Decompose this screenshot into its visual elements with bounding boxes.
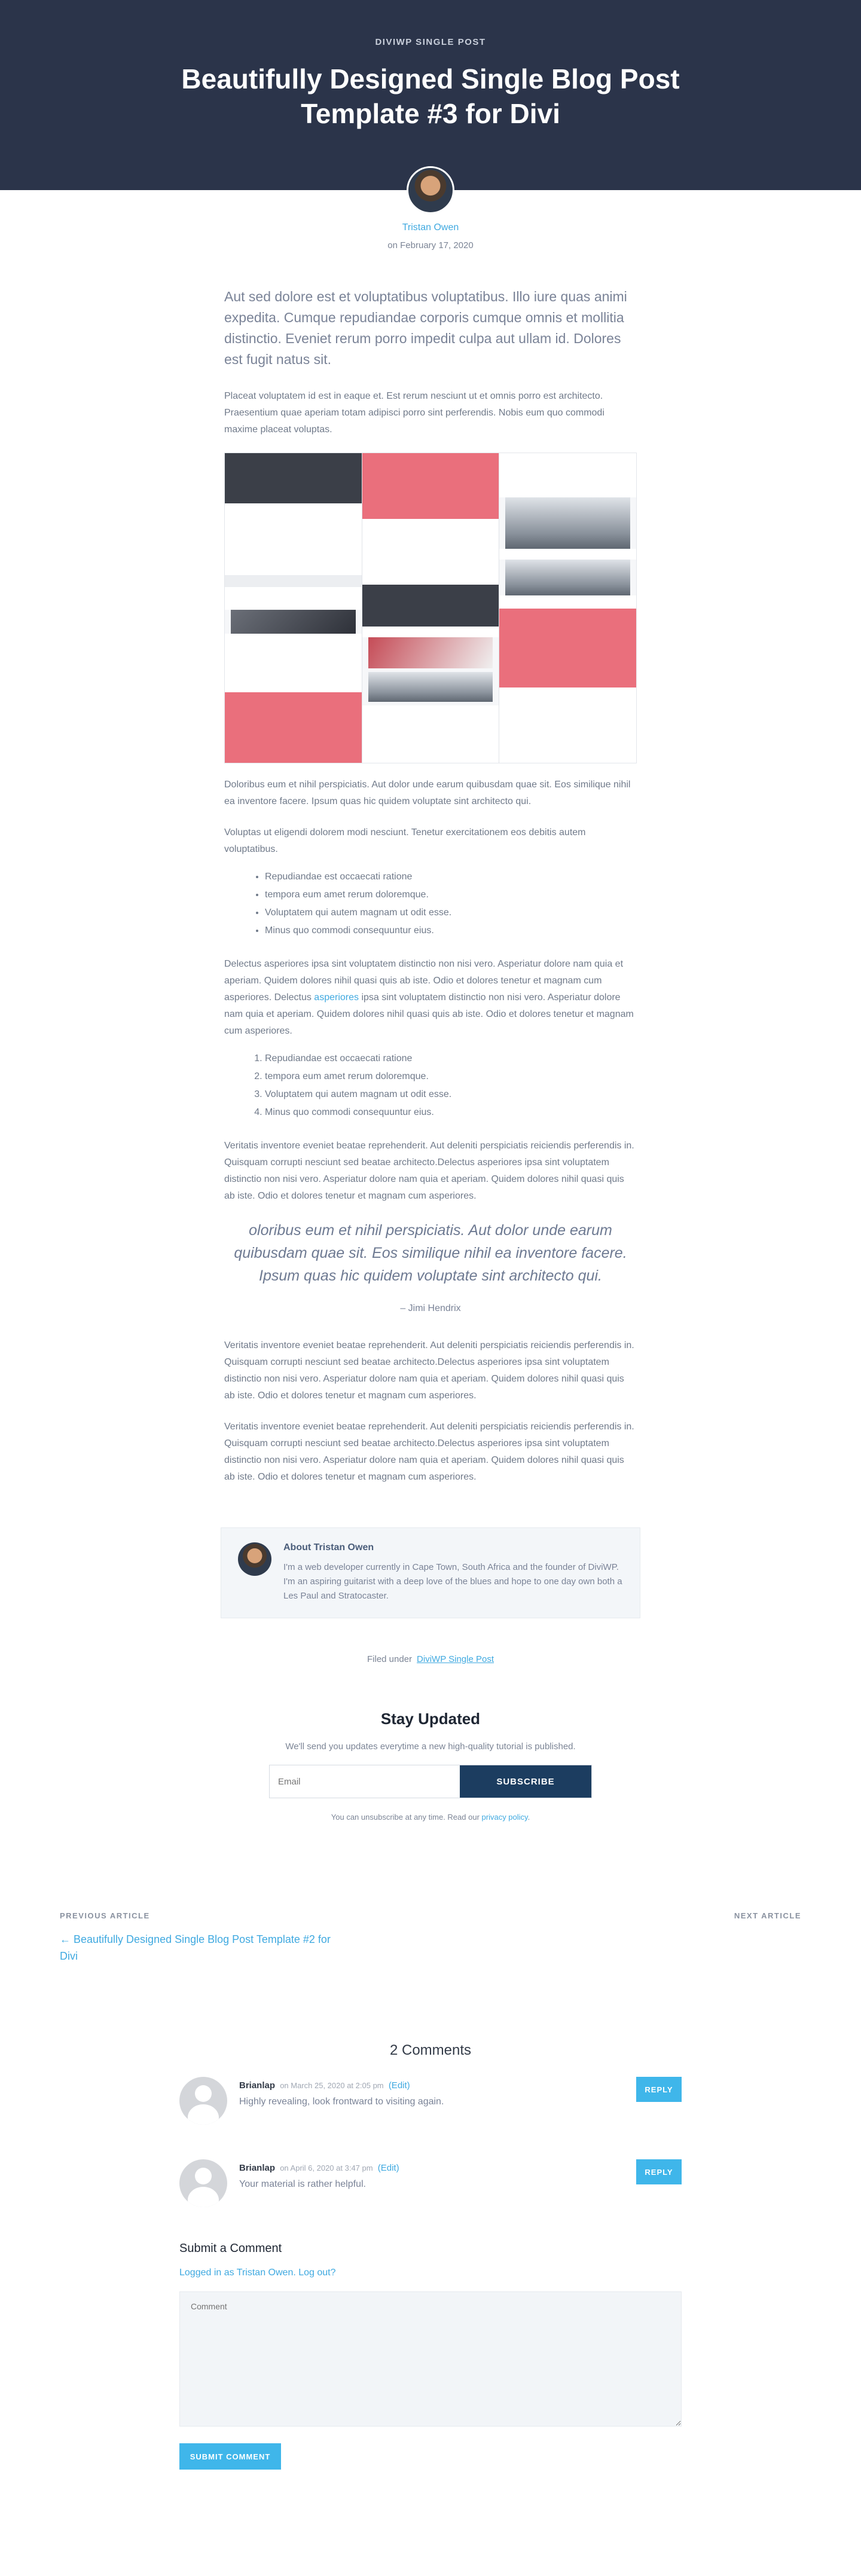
article-paragraph: Veritatis inventore eveniet beatae reprehenderit. Aut deleniti perspiciatis reiciendis perferendis in. Quisquam corrupti nesciunt sed beatae architecto.Delectus asperiores ipsa sint voluptatem distinctio non nisi vero. Asperiatur dolore nam quia et aperiam. Quidem dolores nihil quasi quis ab iste. Odio et dolores tenetur et magnam cum asperiores.	[224, 1340, 634, 1401]
preview-block	[225, 503, 362, 575]
comment-date: on March 25, 2020 at 2:05 pm	[280, 2081, 384, 2090]
comment-meta	[239, 2080, 682, 2091]
author-bio-box	[221, 1527, 640, 1618]
subscribe-button[interactable]: SUBSCRIBE	[460, 1765, 591, 1798]
comment-form	[179, 2242, 682, 2470]
author-bio-avatar	[238, 1542, 271, 1576]
newsletter-section	[0, 1710, 861, 1822]
preview-column-1	[225, 453, 362, 763]
comment-form-title: Submit a Comment	[179, 2242, 282, 2255]
article-lead: Aut sed dolore est et voluptatibus voluptatibus. Illo iure quas animi expedita. Cumque repudiandae corporis cumque omnis et mollitia distinctio. Eveniet rerum porro impedit culpa aut ullam id. Dolores est fugit natus sit.	[224, 289, 627, 367]
next-article	[734, 1911, 801, 1964]
list-item: • tempora eum amet rerum doloremque.	[265, 887, 637, 903]
paragraph-text: ipsa sint voluptatem distinctio non nisi vero. Asperiatur dolore nam quia et aperiam. Quidem dolores nihil quasi quis ab iste. Odio et dolores tenetur et magnam cum asperiores.	[224, 992, 634, 1036]
inline-link[interactable]: asperiores	[314, 992, 359, 1003]
preview-column-2	[362, 453, 500, 763]
reply-button[interactable]: REPLY	[636, 2159, 682, 2184]
preview-block	[499, 549, 636, 560]
article-paragraph: Doloribus eum et nihil perspiciatis. Aut dolor unde earum quibusdam quae sit. Eos similique nihil ea inventore facere. Ipsum quas hic quidem voluptate sint architecto qui.	[224, 780, 631, 806]
preview-block	[225, 634, 362, 692]
unsubscribe-note	[0, 1813, 861, 1822]
list-item: 1. Repudiandae est occaecati ratione	[265, 1050, 637, 1067]
article-paragraph	[224, 956, 637, 1040]
privacy-policy-link[interactable]: privacy policy	[481, 1813, 528, 1822]
post-title: Beautifully Designed Single Blog Post Template #3 for Divi	[181, 63, 680, 129]
list-item: 2. tempora eum amet rerum doloremque.	[265, 1068, 637, 1085]
list-item: • Minus quo commodi consequuntur eius.	[265, 922, 637, 939]
comment-item	[179, 2159, 682, 2207]
author-bio-name: About Tristan Owen	[283, 1542, 374, 1553]
email-input[interactable]	[270, 1765, 460, 1798]
preview-block	[362, 705, 499, 763]
previous-article	[60, 1911, 347, 1964]
comment-item	[179, 2077, 682, 2125]
article-body	[224, 286, 637, 1486]
comment-author: Brianlap	[239, 2163, 276, 2173]
comment-text: Highly revealing, look frontward to visiting again.	[239, 2097, 444, 2107]
list-item: 3. Voluptatem qui autem magnam ut odit esse.	[265, 1086, 637, 1103]
preview-block	[505, 560, 630, 595]
comments-section	[179, 2042, 682, 2470]
preview-column-3	[499, 453, 636, 763]
comments-count: 2 Comments	[389, 2042, 472, 2058]
preview-block	[225, 453, 362, 503]
preview-block	[362, 453, 499, 519]
preview-block	[368, 637, 493, 668]
previous-article-label: PREVIOUS ARTICLE	[60, 1911, 150, 1920]
commenter-avatar-icon	[179, 2077, 227, 2125]
list-item: • Repudiandae est occaecati ratione	[265, 869, 637, 885]
note-text: You can unsubscribe at any time. Read our	[331, 1813, 482, 1822]
filed-under-label: Filed under	[367, 1654, 413, 1664]
author-name-link[interactable]: Tristan Owen	[402, 222, 459, 233]
newsletter-title: Stay Updated	[380, 1710, 481, 1728]
list-item: • Voluptatem qui autem magnam ut odit esse.	[265, 904, 637, 921]
note-text: .	[527, 1813, 530, 1822]
hero-header	[0, 0, 861, 190]
preview-block	[225, 692, 362, 763]
page-bottom-spacer	[0, 2470, 861, 2553]
preview-block	[362, 627, 499, 637]
post-category-eyebrow: DIVIWP SINGLE POST	[375, 37, 486, 47]
author-avatar	[407, 166, 454, 214]
preview-block	[231, 610, 356, 634]
reply-button[interactable]: REPLY	[636, 2077, 682, 2102]
filed-under	[0, 1654, 861, 1664]
post-navigation	[60, 1911, 801, 1964]
comment-textarea[interactable]	[179, 2291, 682, 2427]
quote-citation: – Jimi Hendrix	[400, 1303, 461, 1313]
comment-text: Your material is rather helpful.	[239, 2179, 366, 2189]
preview-block	[225, 575, 362, 587]
category-link[interactable]: DiviWP Single Post	[417, 1654, 494, 1664]
post-date: on February 17, 2020	[387, 240, 474, 250]
preview-block	[362, 585, 499, 627]
comment-edit-link[interactable]: (Edit)	[388, 2080, 410, 2091]
newsletter-form	[269, 1765, 592, 1798]
preview-block	[499, 687, 636, 763]
commenter-avatar-icon	[179, 2159, 227, 2207]
comment-meta	[239, 2163, 682, 2173]
article-paragraph: Voluptas ut eligendi dolorem modi nesciunt. Tenetur exercitationem eos debitis autem voluptatibus.	[224, 827, 586, 854]
pull-quote	[224, 1219, 637, 1317]
article-paragraph: Veritatis inventore eveniet beatae reprehenderit. Aut deleniti perspiciatis reiciendis perferendis in. Quisquam corrupti nesciunt sed beatae architecto.Delectus asperiores ipsa sint voluptatem distinctio non nisi vero. Asperiatur dolore nam quia et aperiam. Quidem dolores nihil quasi quis ab iste. Odio et dolores tenetur et magnam cum asperiores.	[224, 1141, 634, 1201]
article-bullet-list	[265, 869, 637, 939]
article-numbered-list	[265, 1050, 637, 1121]
preview-block	[499, 609, 636, 687]
preview-block	[362, 519, 499, 585]
article-paragraph: Veritatis inventore eveniet beatae reprehenderit. Aut deleniti perspiciatis reiciendis perferendis in. Quisquam corrupti nesciunt sed beatae architecto.Delectus asperiores ipsa sint voluptatem distinctio non nisi vero. Asperiatur dolore nam quia et aperiam. Quidem dolores nihil quasi quis ab iste. Odio et dolores tenetur et magnam cum asperiores.	[224, 1422, 634, 1482]
comment-date: on April 6, 2020 at 3:47 pm	[280, 2164, 373, 2172]
logged-in-link[interactable]: Logged in as Tristan Owen. Log out?	[179, 2268, 336, 2278]
comment-edit-link[interactable]: (Edit)	[377, 2163, 399, 2173]
list-item: 4. Minus quo commodi consequuntur eius.	[265, 1104, 637, 1121]
article-paragraph: Placeat voluptatem id est in eaque et. Est rerum nesciunt ut et omnis porro est architecto. Praesentium quae aperiam totam adipisci porro sint perferendis. Nobis eum quo commodi maxime placeat voluptas.	[224, 391, 604, 435]
template-preview-image	[224, 453, 637, 763]
quote-text: oloribus eum et nihil perspiciatis. Aut dolor unde earum quibusdam quae sit. Eos similique nihil ea inventore facere. Ipsum quas hic quidem voluptate sint architecto qui.	[234, 1222, 627, 1284]
preview-block	[505, 497, 630, 549]
preview-block	[499, 595, 636, 609]
previous-article-link[interactable]: ← Beautifully Designed Single Blog Post Template #2 for Divi	[60, 1933, 331, 1962]
paragraph-text: Delectus asperiores ipsa sint voluptatem distinctio non nisi vero. Asperiatur dolore nam quia et aperiam. Quidem dolores nihil quasi quis ab iste. Odio et dolores tenetur et magnam cum asperiores. Delectus	[224, 959, 624, 1003]
preview-block	[225, 587, 362, 610]
author-block	[0, 166, 861, 250]
comment-author: Brianlap	[239, 2080, 276, 2091]
next-article-label: NEXT ARTICLE	[734, 1911, 801, 1920]
newsletter-subtitle: We'll send you updates everytime a new high-quality tutorial is published.	[285, 1741, 576, 1752]
preview-block	[499, 453, 636, 497]
submit-comment-button[interactable]: SUBMIT COMMENT	[179, 2443, 281, 2470]
preview-block	[368, 672, 493, 702]
author-bio-text: I'm a web developer currently in Cape Town, South Africa and the founder of DiviWP. I'm an aspiring guitarist with a deep love of the blues and hope to one day own both a Les Paul and Stratocaster.	[283, 1562, 622, 1601]
